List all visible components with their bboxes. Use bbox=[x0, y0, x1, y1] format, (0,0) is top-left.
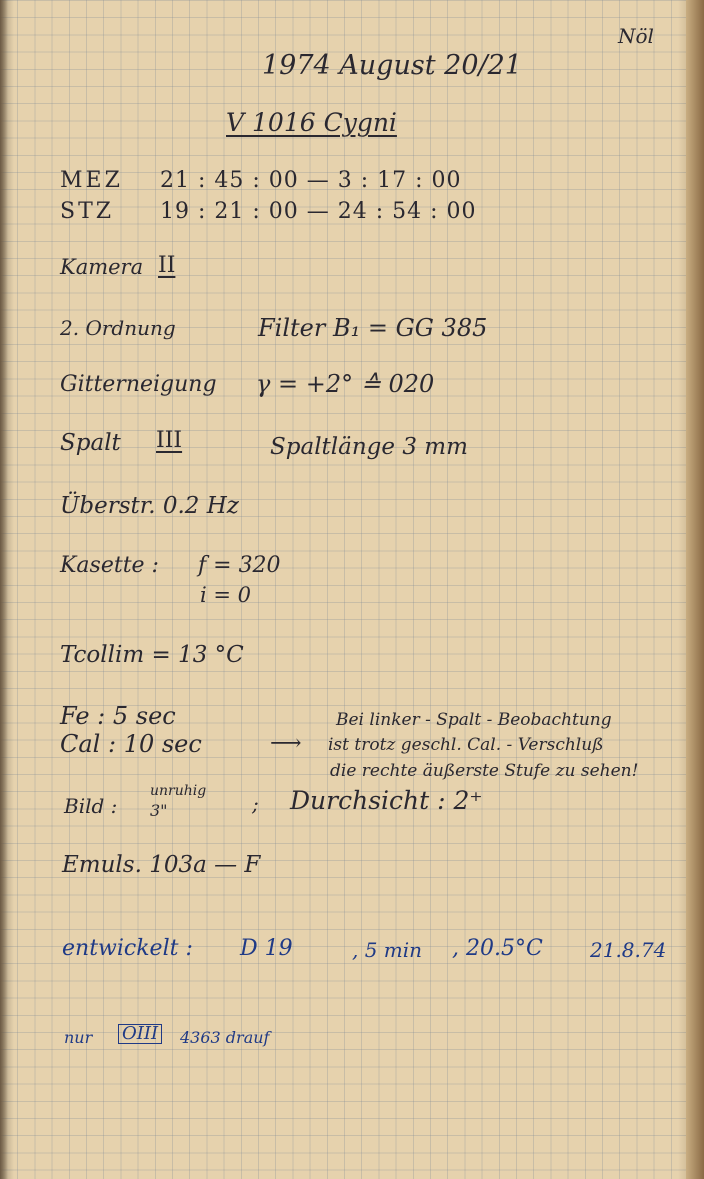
notebook-binding-shadow bbox=[0, 0, 8, 1179]
emulsion-row: Emuls. 103a — F bbox=[62, 852, 261, 878]
durchsicht-value: Durchsicht : 2⁺ bbox=[290, 786, 483, 815]
gitter-value: γ = +2° ≙ 020 bbox=[256, 370, 435, 398]
ordnung-label: 2. Ordnung bbox=[60, 316, 176, 340]
develop-temp: , 20.5°C bbox=[452, 936, 543, 961]
corner-note: Nöl bbox=[618, 24, 654, 48]
temperature-row: Tcollim = 13 °C bbox=[60, 642, 244, 668]
seeing-value: 3" bbox=[150, 801, 168, 820]
seeing-label: Bild : bbox=[64, 794, 118, 818]
kamera-label: Kamera bbox=[60, 255, 144, 279]
cal-exposure: Cal : 10 sec bbox=[60, 730, 202, 758]
date-heading: 1974 August 20/21 bbox=[262, 50, 522, 81]
kasette-f: f = 320 bbox=[198, 553, 281, 578]
seeing-annotation: unruhig bbox=[150, 783, 207, 799]
stz-label: STZ bbox=[60, 199, 115, 224]
fe-exposure: Fe : 5 sec bbox=[60, 702, 176, 730]
stz-times: 19 : 21 : 00 — 24 : 54 : 00 bbox=[160, 199, 477, 224]
note-line-1: Bei linker - Spalt - Beobachtung bbox=[336, 710, 612, 730]
spalt-laenge: Spaltlänge 3 mm bbox=[270, 434, 468, 460]
mez-label: MEZ bbox=[60, 168, 123, 193]
arrow-icon: ⟶ bbox=[270, 731, 302, 756]
develop-time: , 5 min bbox=[352, 938, 423, 962]
ueberstr-row: Überstr. 0.2 Hz bbox=[60, 493, 239, 519]
kasette-i: i = 0 bbox=[200, 583, 252, 607]
developer-value: D 19 bbox=[240, 936, 293, 961]
final-suffix: 4363 drauf bbox=[180, 1028, 270, 1047]
note-line-3: die rechte äußerste Stufe zu sehen! bbox=[330, 761, 639, 781]
spalt-label: Spalt bbox=[60, 430, 121, 456]
gitter-label: Gitterneigung bbox=[60, 372, 217, 397]
page-edge bbox=[686, 0, 704, 1179]
develop-date: 21.8.74 bbox=[590, 938, 667, 962]
final-prefix: nur bbox=[64, 1028, 93, 1047]
object-title: V 1016 Cygni bbox=[226, 108, 397, 137]
spalt-value: III bbox=[156, 428, 183, 453]
filter-value: Filter B₁ = GG 385 bbox=[258, 314, 488, 342]
mez-times: 21 : 45 : 00 — 3 : 17 : 00 bbox=[160, 168, 462, 193]
note-line-2: ist trotz geschl. Cal. - Verschluß bbox=[328, 735, 604, 755]
kamera-value: II bbox=[158, 253, 176, 278]
final-line: OIII bbox=[118, 1024, 162, 1044]
kasette-label: Kasette : bbox=[60, 553, 159, 578]
seeing-separator: ; bbox=[252, 792, 259, 816]
entwickelt-label: entwickelt : bbox=[62, 936, 193, 961]
